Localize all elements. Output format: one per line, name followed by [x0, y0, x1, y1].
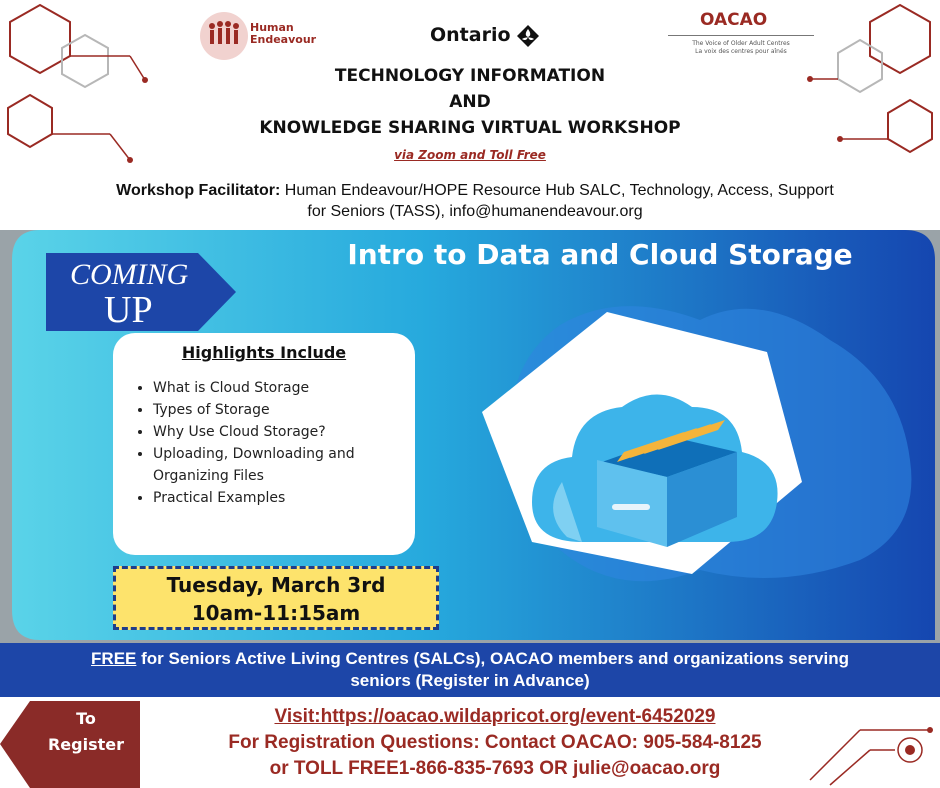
oacao-tagline — [664, 40, 818, 56]
cloud-storage-illustration — [472, 312, 812, 574]
free-banner-text — [80, 648, 860, 692]
session-title: Intro to Data and Cloud Storage — [347, 238, 853, 271]
list-item: • Practical Examples — [153, 487, 408, 509]
facilitator-info — [110, 180, 840, 222]
up-text: UP — [104, 289, 153, 331]
oacao-tagline-en: The Voice of Older Adult Centres — [692, 40, 790, 47]
registration-link[interactable]: Visit:https://oacao.wildapricot.org/event-6452029 — [274, 706, 716, 727]
people-icon — [200, 12, 248, 60]
highlights-list — [133, 377, 408, 509]
register-label-line1: To — [76, 709, 96, 728]
oacao-tagline-fr: La voix des centres pour aînés — [695, 48, 787, 55]
highlights-heading: Highlights Include — [181, 343, 347, 362]
trillium-icon — [516, 24, 540, 48]
hex-pattern-top-right — [800, 0, 940, 175]
human-endeavour-logo — [200, 12, 320, 60]
facilitator-label: Workshop Facilitator: — [116, 182, 281, 199]
ontario-logo-text: Ontario — [430, 24, 511, 46]
date-time-box — [113, 566, 439, 630]
circuit-pattern-bottom-right — [800, 700, 940, 788]
hex-pattern-top-left — [0, 0, 150, 175]
title-line-2: AND — [449, 92, 491, 112]
human-endeavour-emblem — [200, 12, 248, 60]
list-item: • What is Cloud Storage — [153, 377, 408, 399]
coming-text: COMING — [70, 258, 189, 291]
human-endeavour-text: Human Endeavour — [250, 21, 317, 46]
title-line-3: KNOWLEDGE SHARING VIRTUAL WORKSHOP — [259, 118, 681, 138]
via-zoom-text: via Zoom and Toll Free — [394, 148, 546, 162]
register-label-line2: Register — [47, 735, 125, 754]
registration-questions: For Registration Questions: Contact OACAO: 905-584-8125 — [228, 732, 762, 753]
event-time: 10am-11:15am — [191, 601, 361, 625]
list-item: • Why Use Cloud Storage? — [153, 421, 408, 443]
list-item: • Uploading, Downloading and Organizing Files — [153, 443, 408, 487]
free-description: for Seniors Active Living Centres (SALCs), OACAO members and organizations serving seniors (Register in Advance) — [141, 649, 849, 690]
list-item: • Types of Storage — [153, 399, 408, 421]
free-label: FREE — [91, 649, 137, 668]
title-line-1: TECHNOLOGY INFORMATION — [334, 66, 606, 86]
register-label — [26, 706, 146, 758]
facilitator-text: Human Endeavour/HOPE Resource Hub SALC, Technology, Access, Support for Seniors (TASS), info@humanendeavour.org — [284, 182, 834, 220]
toll-free-contact: or TOLL FREE1-866-835-7693 OR julie@oacao.org — [269, 758, 721, 779]
event-date: Tuesday, March 3rd — [166, 573, 386, 597]
oacao-divider — [668, 35, 814, 36]
highlights-card — [113, 333, 415, 555]
workshop-title — [180, 63, 760, 141]
oacao-logo: OACAO — [700, 10, 768, 30]
